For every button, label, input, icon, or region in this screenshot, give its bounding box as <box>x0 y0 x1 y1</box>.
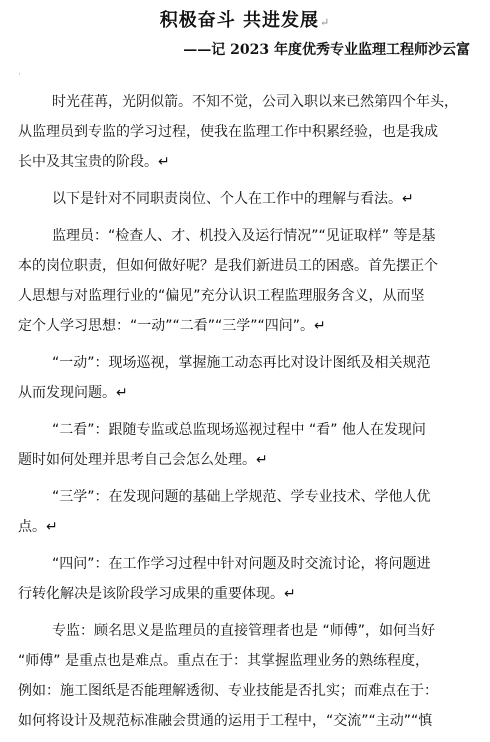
text-line: 以下是针对不同职责岗位、个人在工作中的理解与看法。↵ <box>52 191 414 207</box>
text-line: 长中及其宝贵的阶段。↵ <box>18 154 170 170</box>
text-line: 定个人学习思想：“一动”“二看”“三学”“四问”。↵ <box>18 318 326 334</box>
text-line: 题时如何处理并思考自己会怎么处理。↵ <box>18 452 268 468</box>
text-line: “二看”：跟随专监或总监现场巡视过程中 “看” 他人在发现问 <box>52 422 426 438</box>
text-line: 人思想与对监理行业的“偏见”充分认识工程监理服务含义，从而坚 <box>18 288 425 304</box>
text-line: “一动”：现场巡视，掌握施工动态再比对设计图纸及相关规范 <box>52 355 431 371</box>
text-line: 如何将设计及规范标准融会贯通的运用于工程中，“交流”“主动”“慎 <box>18 713 433 729</box>
document-title <box>0 6 490 32</box>
text-line: “四问”：在工作学习过程中针对问题及时交流讨论，将问题进 <box>52 556 431 572</box>
text-line: 例如：施工图纸是否能理解透彻、专业技能是否扎实；而难点在于： <box>18 683 438 699</box>
document-subtitle <box>183 39 470 59</box>
text-line: 时光荏苒，光阴似箭。不知不觉，公司入职以来已然第四个年头， <box>52 94 458 110</box>
paragraph-mark-icon: ↵ <box>320 16 331 29</box>
paragraph-mark-icon: · <box>18 70 21 80</box>
subtitle-text: ——记 2023 年度优秀专业监理工程师沙云富 <box>183 42 470 58</box>
text-line: 本的岗位职责，但如何做好呢？是我们新进员工的困惑。首先摆正个 <box>18 258 438 274</box>
text-line: “师傅” 是重点也是难点。重点在于：其掌握监理业务的熟练程度， <box>18 653 429 669</box>
text-line: “三学”：在发现问题的基础上学规范、学专业技术、学他人优 <box>52 489 431 505</box>
text-line: 从而发现问题。↵ <box>18 385 128 401</box>
text-line: 监理员：“检查人、才、机投入及运行情况”“见证取样” 等是基 <box>52 228 436 244</box>
title-text: 积极奋斗 共进发展 <box>159 10 320 31</box>
text-line: 专监：顾名思义是监理员的直接管理者也是 “师傅”，如何当好 <box>52 623 435 639</box>
text-line: 从监理员到专监的学习过程，使我在监理工作中积累经验，也是我成 <box>18 124 438 140</box>
text-line: 点。↵ <box>18 519 58 535</box>
text-line: 行转化解决是该阶段学习成果的重要体现。↵ <box>18 586 296 602</box>
